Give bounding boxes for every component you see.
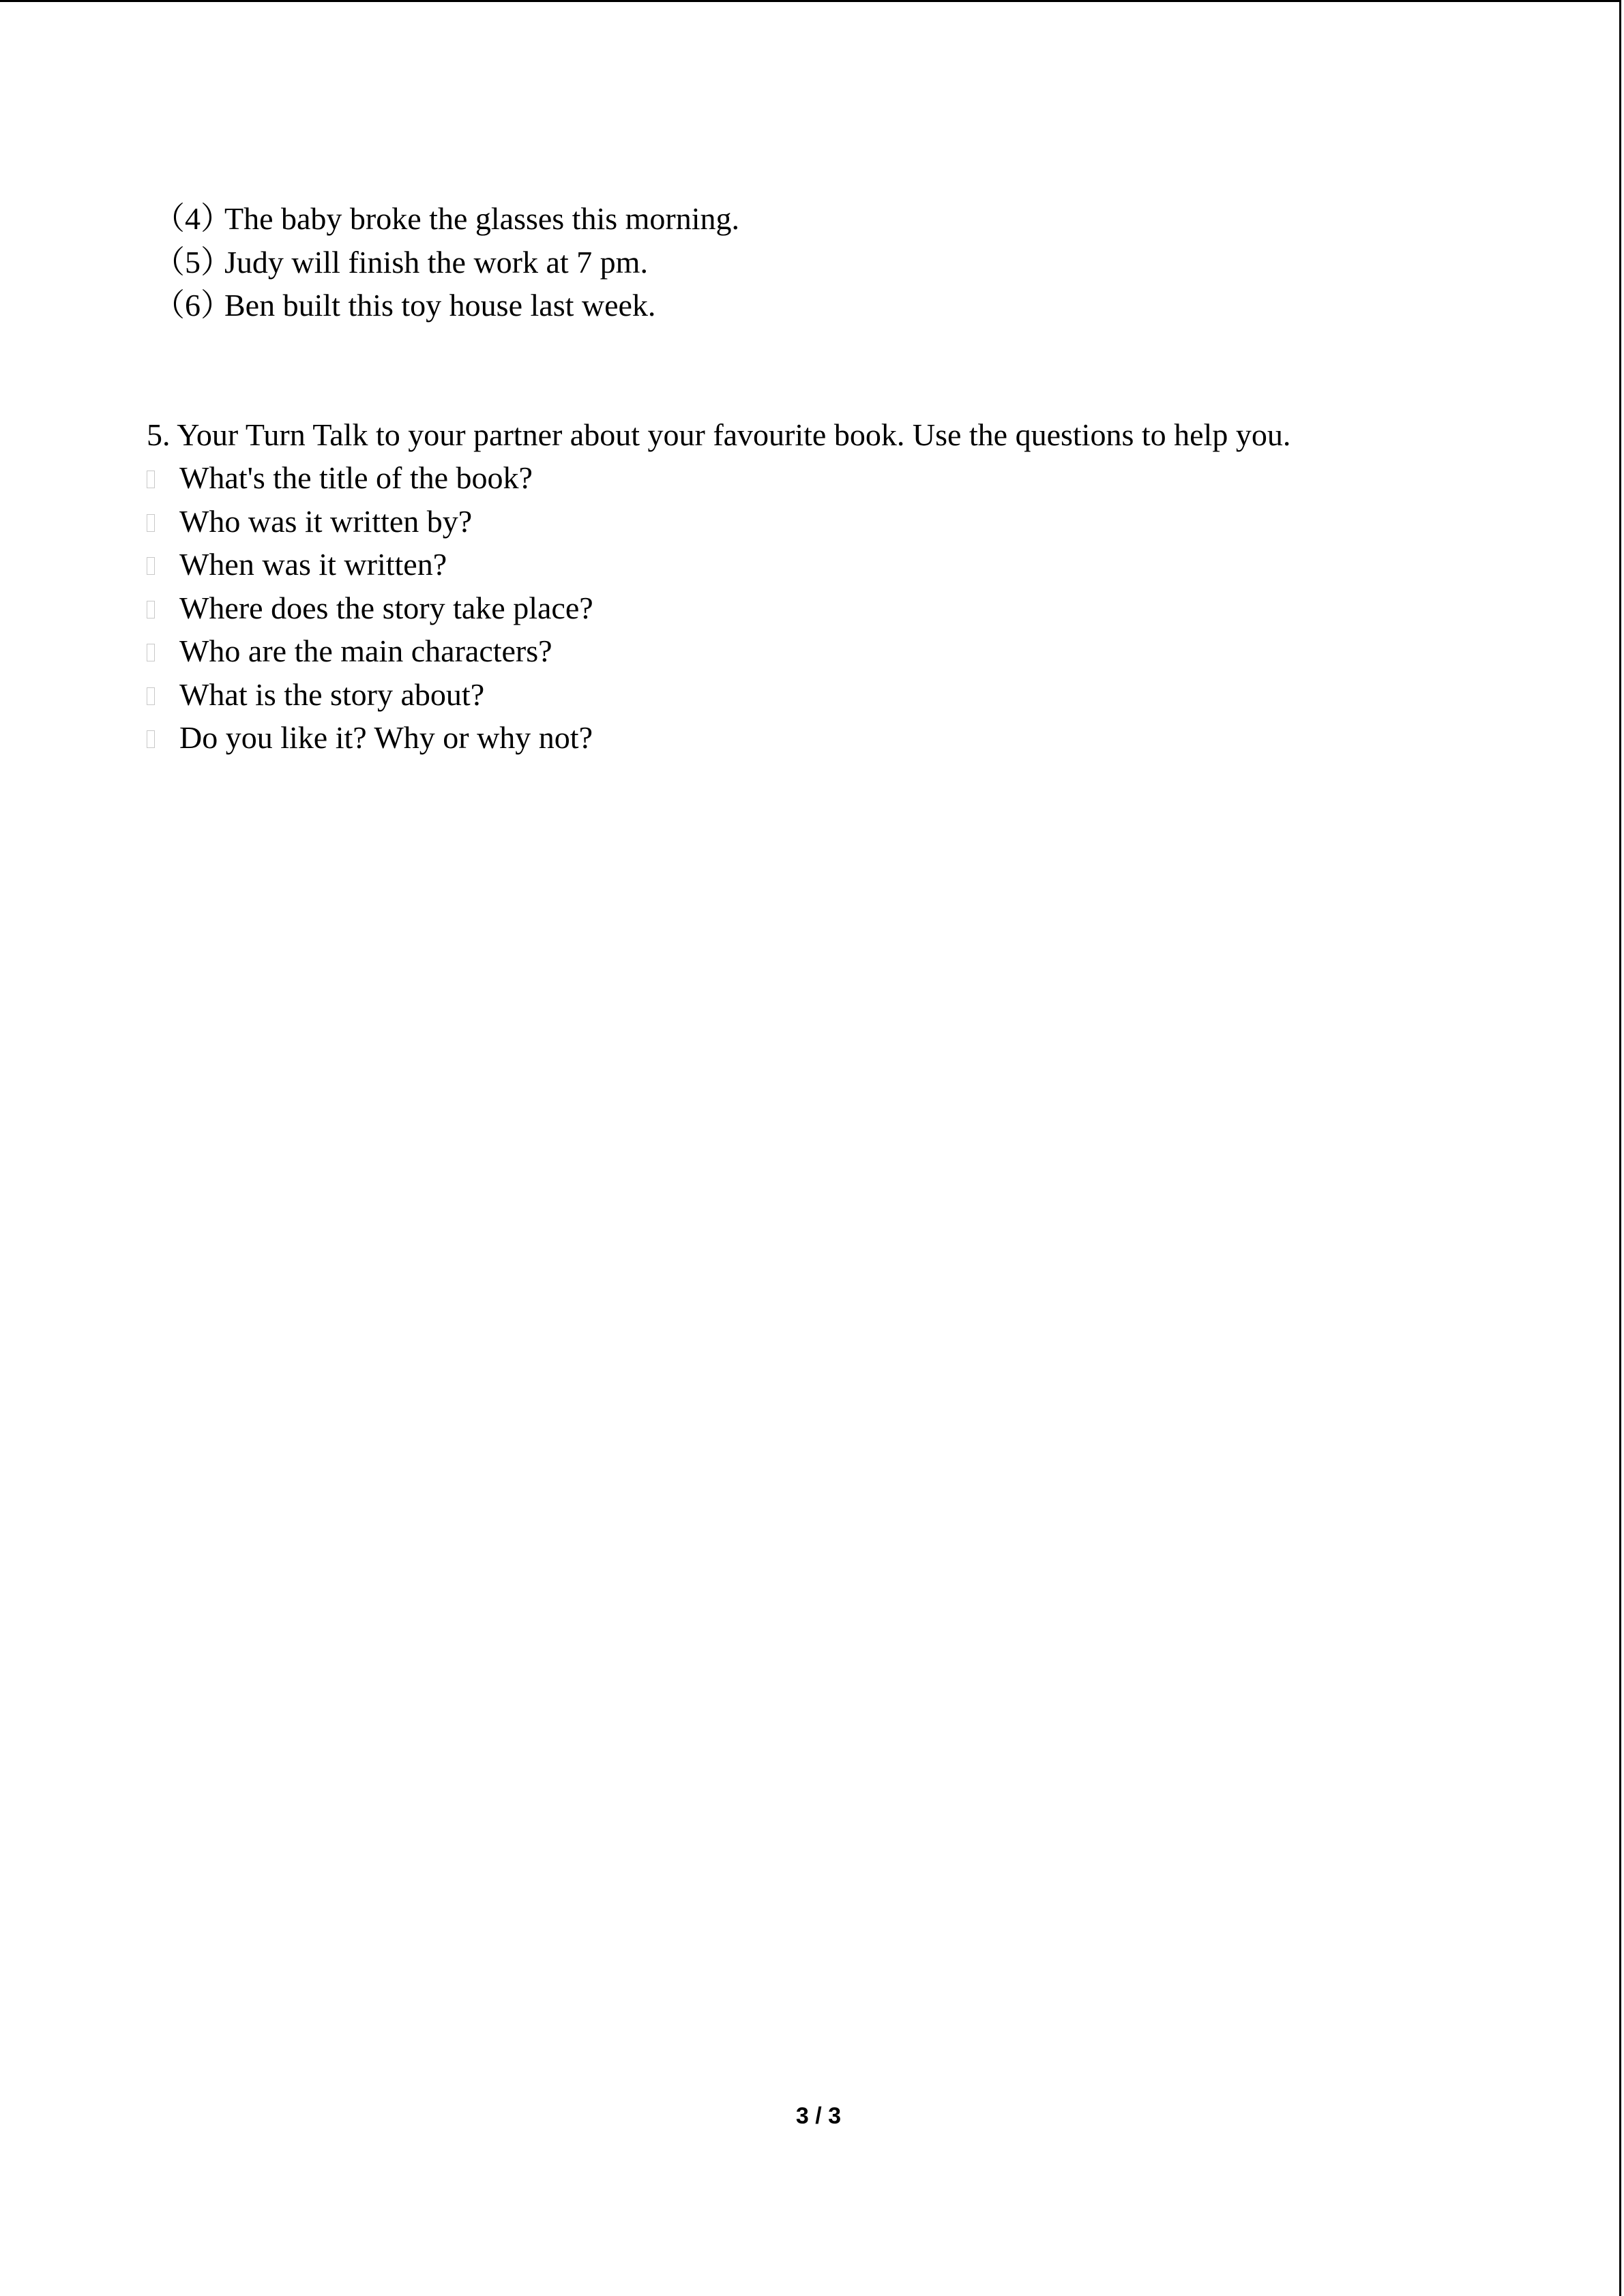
question-item <box>147 719 593 757</box>
bullet-box-icon <box>147 730 155 748</box>
sentence-number: （4） <box>153 201 232 236</box>
question-text: Who was it written by? <box>179 504 473 539</box>
question-text: Do you like it? Why or why not? <box>179 720 593 755</box>
question-text: What's the title of the book? <box>179 460 533 495</box>
bullet-box-icon <box>147 601 155 618</box>
bullet-box-icon <box>147 687 155 705</box>
question-text: Who are the main characters? <box>179 633 552 668</box>
question-text: Where does the story take place? <box>179 591 593 625</box>
question-text: What is the story about? <box>179 677 485 712</box>
question-item <box>147 503 472 541</box>
task-heading: 5. Your Turn Talk to your partner about your favourite book. Use the questions to help you. <box>147 417 1291 452</box>
sentence-text: Judy will finish the work at 7 pm. <box>224 245 648 280</box>
question-item <box>147 632 552 670</box>
question-text: When was it written? <box>179 547 447 582</box>
sentence-4 <box>153 200 739 238</box>
bullet-box-icon <box>147 557 155 575</box>
sentence-text: The baby broke the glasses this morning. <box>224 201 740 236</box>
question-item <box>147 546 447 584</box>
bullet-box-icon <box>147 644 155 661</box>
question-item <box>147 459 533 497</box>
sentence-number: （6） <box>153 288 232 323</box>
sentence-5 <box>153 243 648 282</box>
sentence-number: （5） <box>153 245 232 280</box>
question-item <box>147 589 593 627</box>
question-item <box>147 676 484 714</box>
bullet-box-icon <box>147 471 155 488</box>
sentence-text: Ben built this toy house last week. <box>224 288 656 323</box>
bullet-box-icon <box>147 514 155 532</box>
sentence-6 <box>153 286 655 325</box>
page-number: 3 / 3 <box>795 2103 842 2129</box>
